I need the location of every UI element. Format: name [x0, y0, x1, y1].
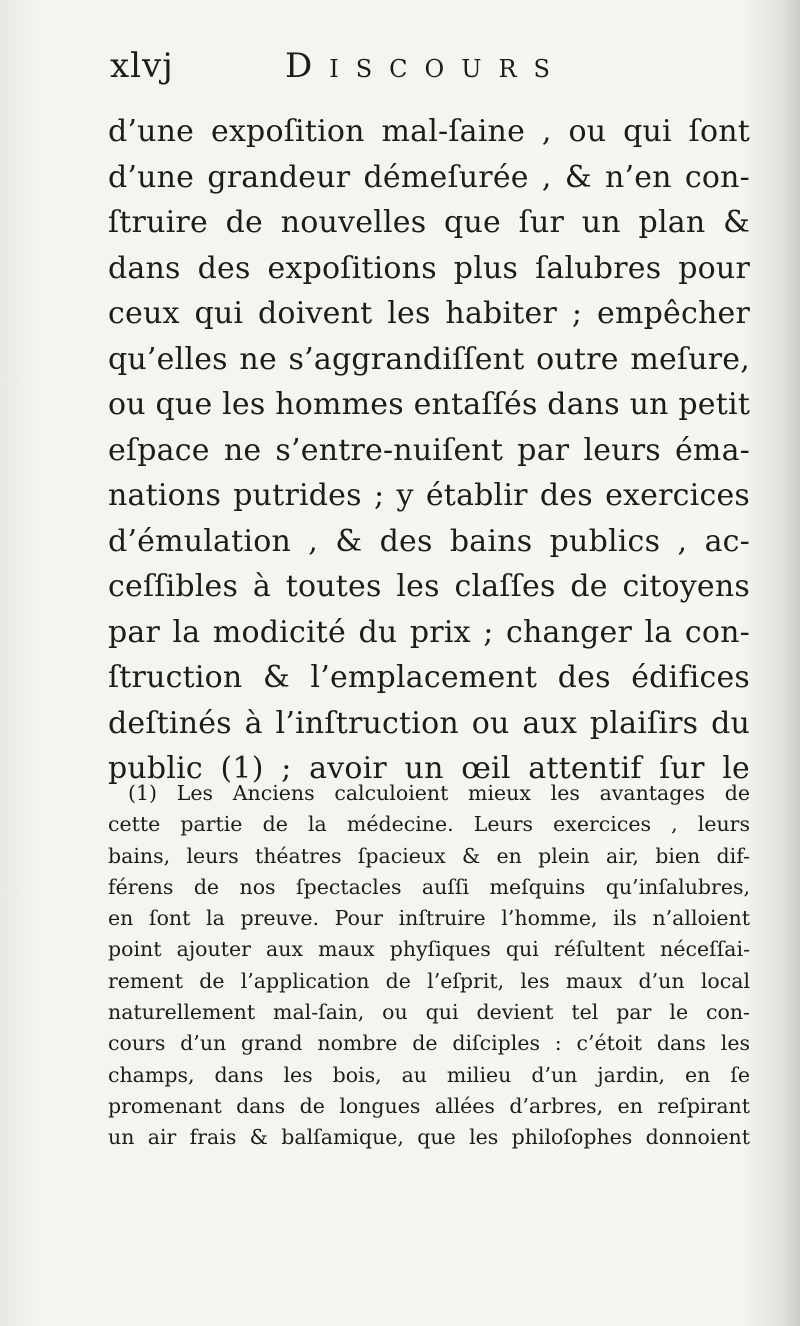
footnote-line: férens de nos ſpectacles auſſi meſquins qu’inſalubres, — [108, 874, 750, 899]
text-line: d’émulation , & des bains publics , ac- — [108, 523, 750, 559]
text-line: qu’elles ne s’aggrandiſſent outre meſure, — [108, 341, 750, 377]
footnote — [108, 778, 750, 1154]
footnote-line: cours d’un grand nombre de diſciples : c’étoit dans les — [108, 1031, 750, 1056]
footnote-line: point ajouter aux maux phyſiques qui réſultent néceſſai- — [108, 937, 750, 962]
text-line: ſtruire de nouvelles que ſur un plan & — [108, 205, 750, 240]
text-line: ou que les hommes entaſſés dans un petit — [108, 387, 751, 422]
text-line: ſtruction & l’emplacement des édifices — [108, 660, 750, 695]
main-text — [108, 109, 750, 792]
footnote-line: (1) Les Anciens calculoient mieux les avantages de — [128, 781, 750, 805]
running-head: Discours — [285, 46, 567, 86]
footnote-line: cette partie de la médecine. Leurs exercices , leurs — [108, 812, 750, 837]
footnote-line: champs, dans les bois, au milieu d’un jardin, en ſe — [108, 1062, 750, 1087]
text-line: dans des expoſitions plus ſalubres pour — [108, 250, 750, 286]
text-line: ceux qui doivent les habiter ; empêcher — [108, 296, 750, 331]
footnote-line: naturellement mal-ſain, ou qui devient tel par le con- — [108, 1000, 750, 1025]
footnote-line: un air frais & balſamique, que les philoſophes donnoient — [108, 1125, 750, 1150]
page-number: xlvj — [110, 46, 174, 86]
text-line: d’une grandeur démeſurée , & n’en con- — [108, 159, 750, 195]
text-line: deſtinés à l’inſtruction ou aux plaiſirs du — [108, 705, 750, 741]
text-line: eſpace ne s’entre-nuiſent par leurs éma- — [108, 432, 750, 468]
text-line: ceſſibles à toutes les claſſes de citoyens — [108, 569, 750, 604]
footnote-line: promenant dans de longues allées d’arbres, en reſpirant — [108, 1093, 750, 1118]
footnote-line: rement de l’application de l’eſprit, les maux d’un local — [108, 968, 750, 993]
text-line: public (1) ; avoir un œil attentif ſur le — [108, 751, 750, 786]
page-header — [110, 46, 750, 96]
text-line: par la modicité du prix ; changer la con- — [108, 614, 750, 650]
footnote-line: en ſont la preuve. Pour inſtruire l’homme, ils n’alloient — [108, 906, 750, 931]
footnote-line: bains, leurs théatres ſpacieux & en plein air, bien dif- — [108, 843, 750, 868]
text-line: d’une expoſition mal-ſaine , ou qui ſont — [108, 114, 750, 149]
text-line: nations putrides ; y établir des exercices — [108, 478, 750, 513]
